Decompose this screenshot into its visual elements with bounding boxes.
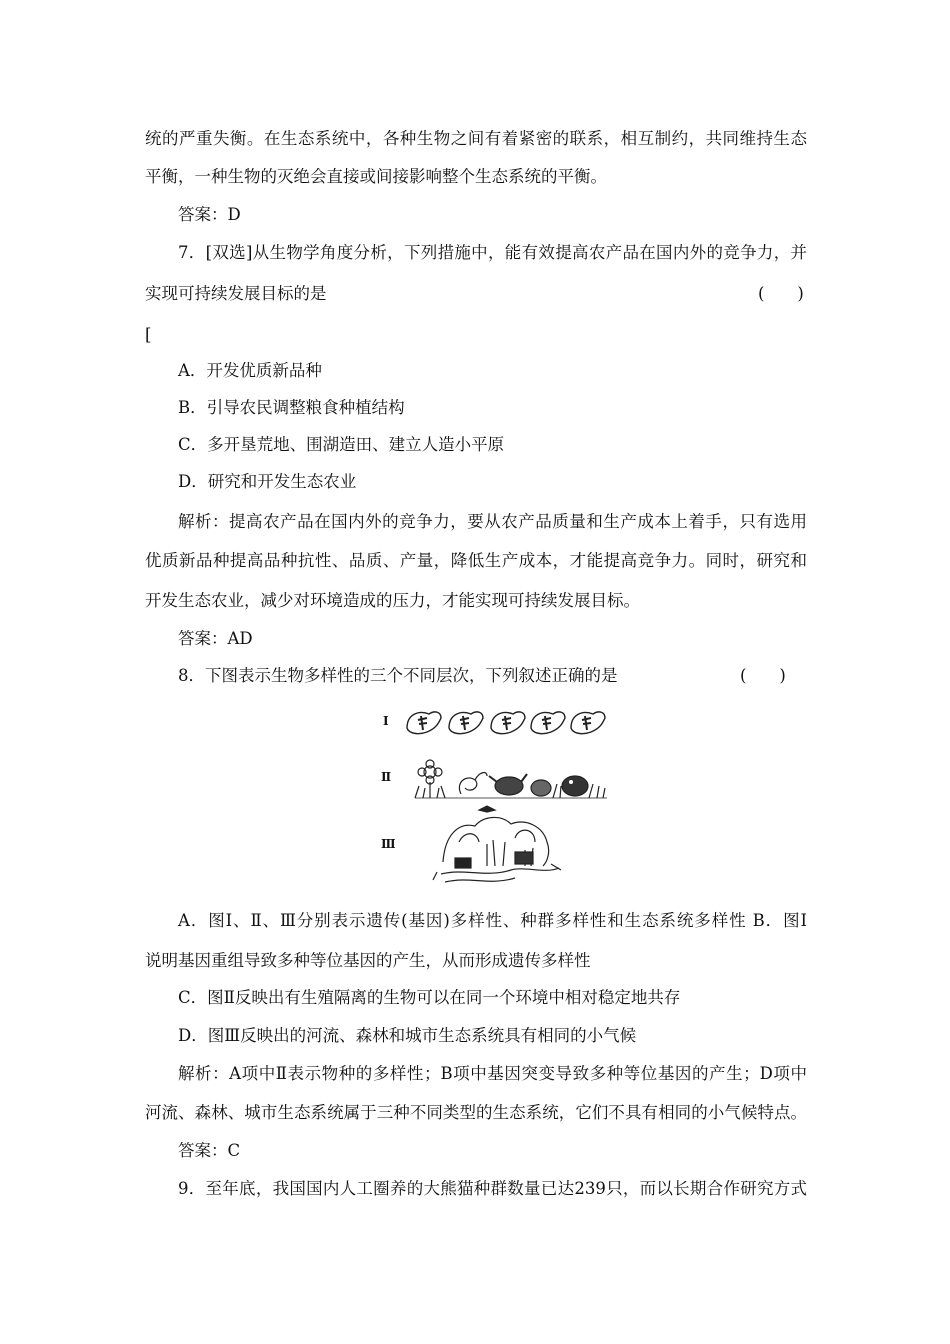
option-b: B．引导农民调整粮食种植结构: [178, 398, 405, 417]
answer-blank: ( ): [740, 666, 786, 685]
figure-label-3: Ⅲ: [381, 837, 396, 851]
question-9-stem: 9．至年底，我国国内人工圈养的大熊猫种群数量已达239只，而以长期合作研究方式: [178, 1179, 807, 1198]
ecosystem-diversity-row: [433, 806, 561, 882]
biodiversity-figure: [375, 702, 615, 892]
stray-bracket: [: [145, 325, 152, 344]
answer-line: 答案：AD: [178, 629, 253, 648]
figure-label-2: Ⅱ: [381, 770, 392, 784]
question-7-stem-cont: 实现可持续发展目标的是: [145, 284, 327, 303]
explanation-line: 解析：提高农产品在国内外的竞争力，要从农产品质量和生产成本上着手，只有选用: [178, 512, 807, 531]
option-d: D．图Ⅲ反映出的河流、森林和城市生态系统具有相同的小气候: [178, 1026, 637, 1045]
option-c: C．多开垦荒地、围湖造田、建立人造小平原: [178, 435, 505, 454]
option-c: C．图Ⅱ反映出有生殖隔离的生物可以在同一个环境中相对稳定地共存: [178, 988, 681, 1007]
paragraph-line: 平衡，一种生物的灭绝会直接或间接影响整个生态系统的平衡。: [145, 167, 607, 186]
species-diversity-row: [415, 760, 607, 798]
option-b: 说明基因重组导致多种等位基因的产生，从而形成遗传多样性: [145, 951, 591, 970]
question-8-stem: 8．下图表示生物多样性的三个不同层次，下列叙述正确的是: [178, 666, 618, 685]
answer-line: 答案：D: [178, 205, 241, 224]
explanation-line: 河流、森林、城市生态系统属于三种不同类型的生态系统，它们不具有相同的小气候特点。: [145, 1103, 807, 1122]
option-a: A．开发优质新品种: [178, 361, 322, 380]
explanation-line: 解析：A项中Ⅱ表示物种的多样性；B项中基因突变导致多种等位基因的产生；D项中: [178, 1064, 807, 1083]
figure-label-1: Ⅰ: [383, 714, 389, 728]
explanation-line: 开发生态农业，减少对环境造成的压力，才能实现可持续发展目标。: [145, 591, 640, 610]
option-d: D．研究和开发生态农业: [178, 472, 357, 491]
genetic-diversity-row: [407, 712, 605, 734]
answer-blank: ( ): [758, 284, 804, 303]
explanation-line: 优质新品种提高品种抗性、品质、产量，降低生产成本，才能提高竞争力。同时，研究和: [145, 551, 807, 570]
option-a: A．图Ⅰ、Ⅱ、Ⅲ分别表示遗传(基因)多样性、种群多样性和生态系统多样性 B．图Ⅰ: [178, 911, 807, 930]
paragraph-line: 统的严重失衡。在生态系统中，各种生物之间有着紧密的联系，相互制约，共同维持生态: [145, 129, 807, 148]
answer-line: 答案：C: [178, 1141, 241, 1160]
question-7-stem: 7．[双选]从生物学角度分析，下列措施中，能有效提高农产品在国内外的竞争力，并: [178, 243, 807, 262]
figure-drawing: [375, 702, 615, 892]
